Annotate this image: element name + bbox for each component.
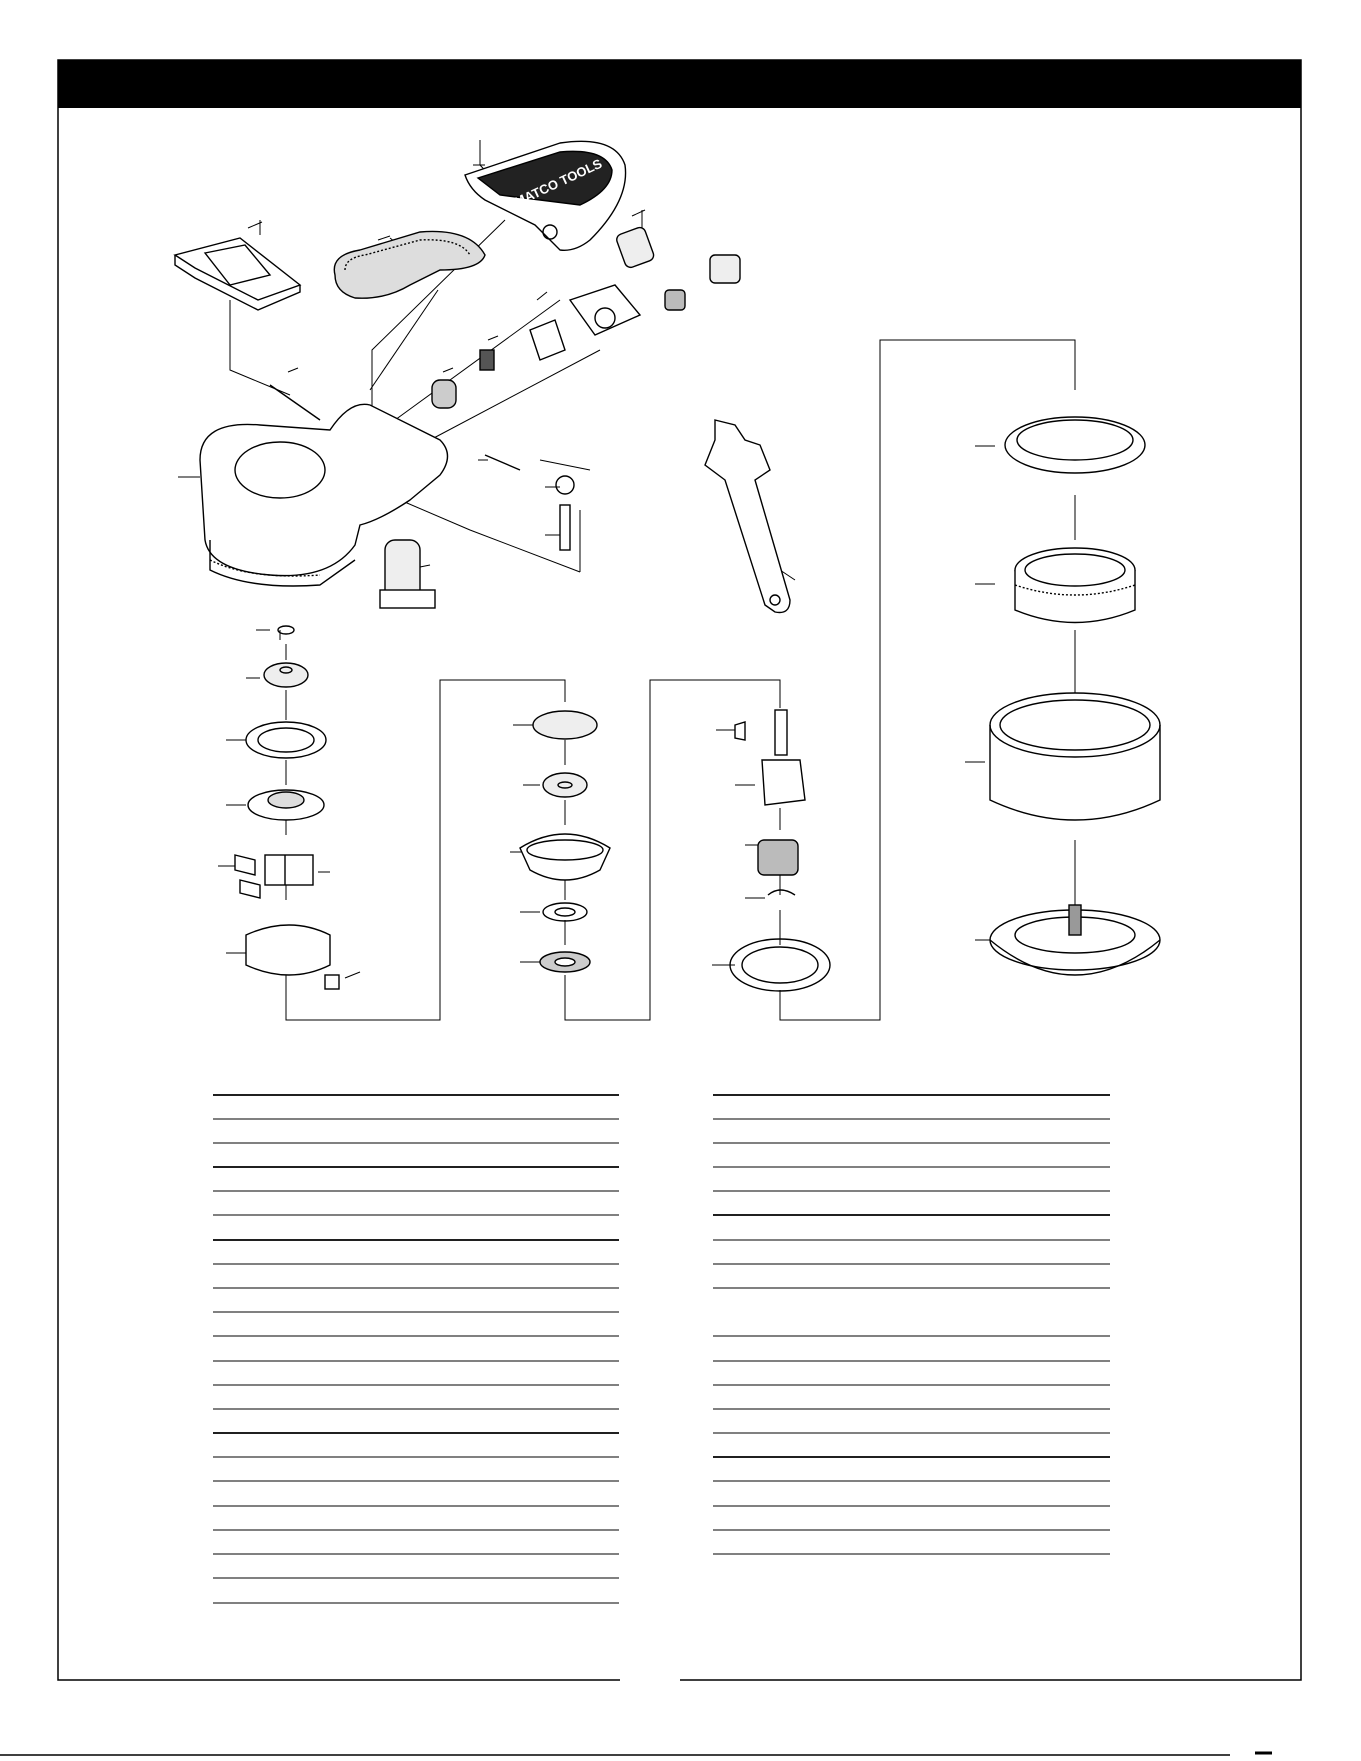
spindle-component-stack xyxy=(730,710,830,991)
parts-table-left xyxy=(213,1095,619,1603)
exploded-parts-diagram xyxy=(175,140,1160,1020)
footer-frame-gap xyxy=(620,1676,680,1684)
parts-table-right xyxy=(713,1095,1110,1554)
sander-body-part xyxy=(200,385,520,586)
wrench-part xyxy=(705,420,790,613)
mesh-pad-part xyxy=(334,231,485,298)
left-grip-pad-part xyxy=(175,238,300,310)
brand-logo-text: MATCO TOOLS xyxy=(511,155,605,210)
header-bar xyxy=(58,60,1301,108)
left-component-stack xyxy=(235,626,339,989)
top-cover-part xyxy=(465,141,626,250)
